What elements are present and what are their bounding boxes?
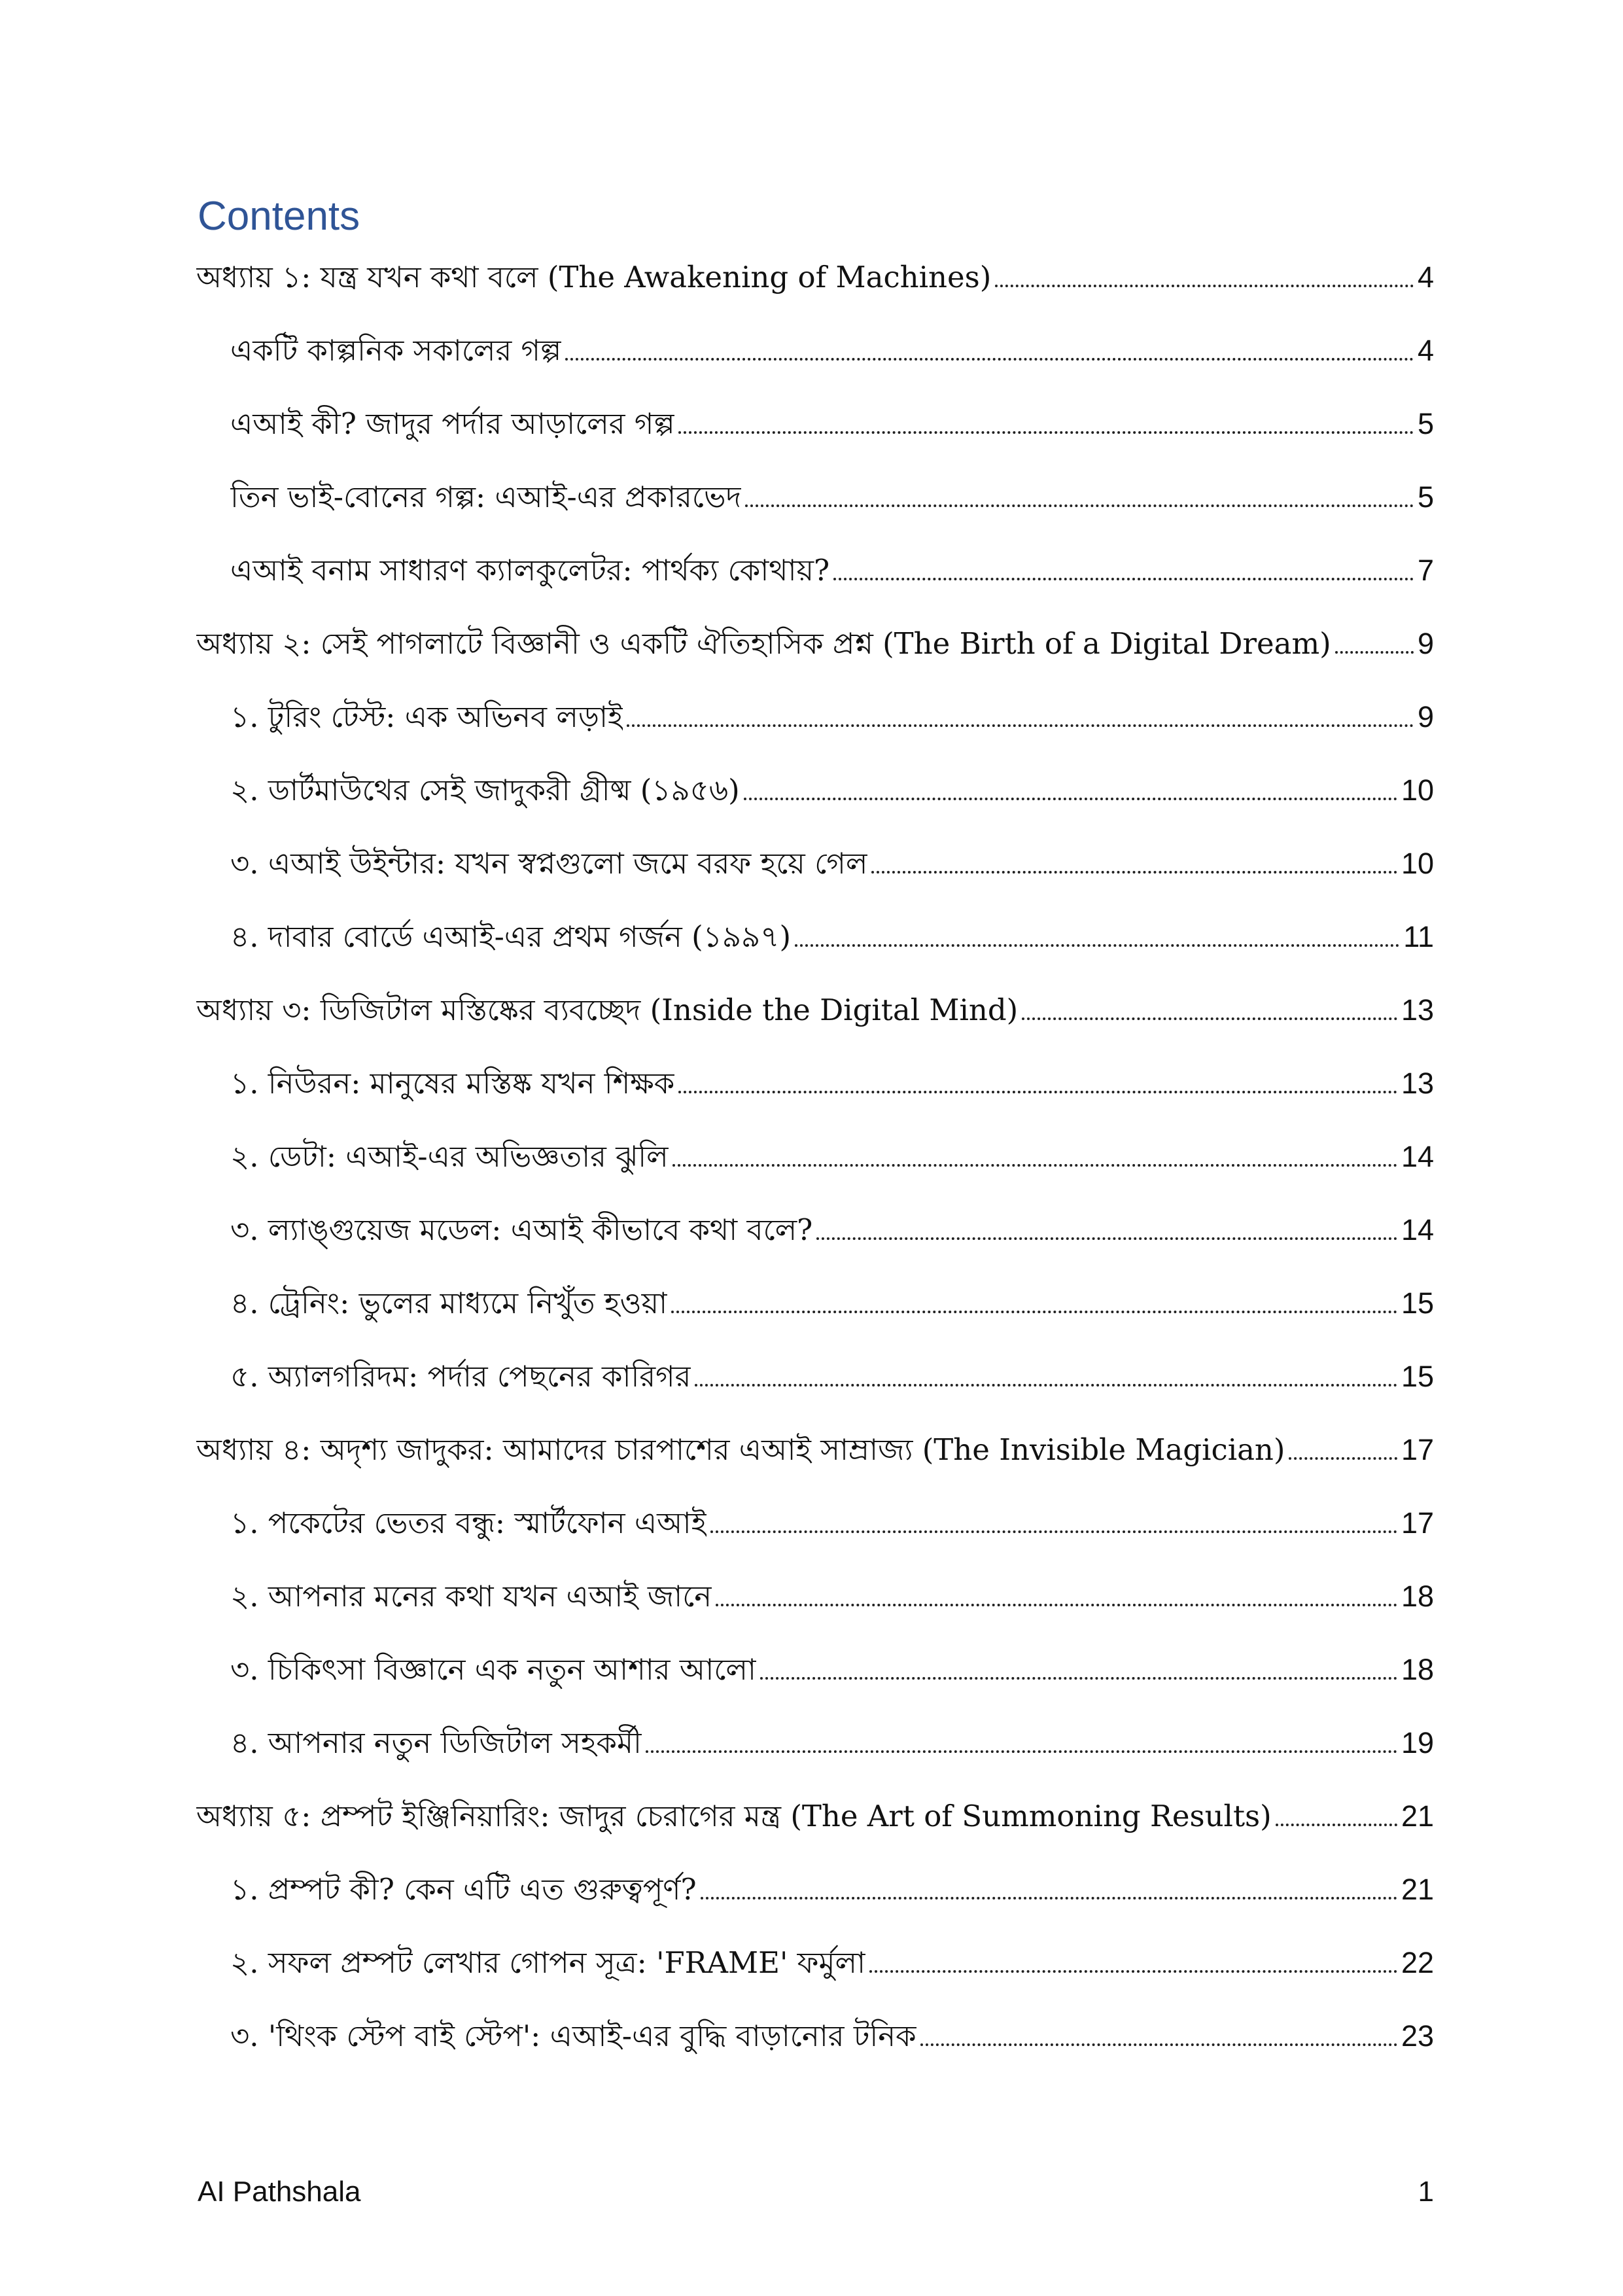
toc-entry-section[interactable] [230,771,1434,810]
toc-entry-text: অধ্যায় ৩: ডিজিটাল মস্তিষ্কের ব্যবচ্ছেদ (Inside the Digital Mind) [196,993,1019,1027]
dot-leader [1276,1824,1397,1826]
dot-leader [710,1530,1397,1533]
toc-entry-text: ৩. এআই উইন্টার: যখন স্বপ্নগুলো জমে বরফ হয়ে গেল [230,846,868,881]
dot-leader [565,358,1414,361]
dot-leader [816,1237,1397,1240]
toc-entry-chapter[interactable] [196,1797,1434,1836]
toc-entry-section[interactable] [230,1650,1434,1689]
toc-page-number: 22 [1401,1946,1434,1979]
dot-leader [1289,1457,1397,1460]
toc-entry-section[interactable] [230,1284,1434,1323]
toc-page-number: 15 [1401,1360,1434,1393]
toc-page-number: 13 [1401,993,1434,1027]
toc-entry-section[interactable] [230,1870,1434,1909]
toc-entry-chapter[interactable] [196,1430,1434,1470]
toc-entry-section[interactable] [230,698,1434,737]
toc-entry-section[interactable] [230,1357,1434,1396]
toc-entry-text: ১. টুরিং টেস্ট: এক অভিনব লড়াই [230,699,623,734]
toc-page-number: 14 [1401,1213,1434,1246]
dot-leader [716,1604,1397,1606]
toc-page-number: 5 [1417,407,1434,440]
toc-page-number: 14 [1401,1140,1434,1173]
toc-page-number: 10 [1401,847,1434,880]
toc-page-number: 18 [1401,1580,1434,1613]
toc-entry-text: ৪. ট্রেনিং: ভুলের মাধ্যমে নিখুঁত হওয়া [230,1286,668,1320]
dot-leader [627,724,1414,727]
dot-leader [678,1091,1397,1093]
dot-leader [760,1677,1397,1680]
toc-entry-text: ৩. চিকিৎসা বিজ্ঞানে এক নতুন আশার আলো [230,1652,756,1687]
toc-entry-text: ৪. দাবার বোর্ডে এআই-এর প্রথম গর্জন (১৯৯৭) [230,919,792,954]
dot-leader [646,1750,1397,1753]
toc-entry-section[interactable] [230,1504,1434,1543]
toc-entry-text: এআই বনাম সাধারণ ক্যালকুলেটর: পার্থক্য কোথায়? [230,553,830,588]
toc-page-number: 11 [1403,920,1434,953]
toc-entry-text: ২. আপনার মনের কথা যখন এআই জানে [230,1579,712,1614]
toc-page-number: 21 [1401,1799,1434,1833]
toc-entry-chapter[interactable] [196,258,1434,297]
dot-leader [672,1164,1397,1167]
toc-entry-section[interactable] [230,551,1434,590]
toc-entry-chapter[interactable] [196,991,1434,1030]
dot-leader [1022,1017,1397,1020]
toc-entry-section[interactable] [230,1943,1434,1983]
toc-page-number: 21 [1401,1873,1434,1906]
toc-entry-section[interactable] [230,331,1434,370]
toc-page-number: 18 [1401,1653,1434,1686]
toc-page-number: 9 [1417,627,1434,660]
toc-entry-section[interactable] [230,1723,1434,1763]
toc-entry-text: ৩. ল্যাঙ্গুয়েজ মডেল: এআই কীভাবে কথা বলে? [230,1212,813,1247]
dot-leader [671,1311,1397,1313]
toc-entry-text: অধ্যায় ৫: প্রম্পট ইঞ্জিনিয়ারিং: জাদুর চেরাগের মন্ত্র (The Art of Summoning Results) [196,1799,1272,1833]
dot-leader [1335,651,1414,654]
dot-leader [745,504,1414,507]
toc-page-number: 23 [1401,2019,1434,2053]
toc-entry-section[interactable] [230,917,1434,957]
dot-leader [920,2043,1397,2046]
toc-entry-text: ১. প্রম্পট কী? কেন এটি এত গুরুত্বপূর্ণ? [230,1872,697,1907]
toc-entry-text: এআই কী? জাদুর পর্দার আড়ালের গল্প [230,406,675,441]
toc-entry-text: অধ্যায় ২: সেই পাগলাটে বিজ্ঞানী ও একটি ঐতিহাসিক প্রশ্ন (The Birth of a Digital Dream) [196,626,1331,661]
toc-entry-section[interactable] [230,478,1434,517]
toc-entry-section[interactable] [230,404,1434,444]
dot-leader [869,1970,1397,1973]
toc-entry-chapter[interactable] [196,624,1434,663]
dot-leader [871,871,1397,874]
dot-leader [744,798,1397,800]
toc-entry-text: অধ্যায় ১: যন্ত্র যখন কথা বলে (The Awakening of Machines) [196,260,992,294]
toc-page-number: 5 [1417,480,1434,514]
dot-leader [795,944,1399,947]
toc-entry-section[interactable] [230,1137,1434,1176]
toc-entry-section[interactable] [230,1577,1434,1616]
toc-page-number: 13 [1401,1067,1434,1100]
toc-entry-text: ২. ডেটা: এআই-এর অভিজ্ঞতার ঝুলি [230,1139,669,1174]
toc-page-number: 4 [1417,334,1434,367]
toc-entry-text: ২. ডার্টমাউথের সেই জাদুকরী গ্রীষ্ম (১৯৫৬) [230,773,740,807]
toc-entry-text: ৫. অ্যালগরিদম: পর্দার পেছনের কারিগর [230,1359,691,1394]
dot-leader [695,1384,1397,1386]
toc-page-number: 4 [1417,260,1434,294]
toc-page-number: 19 [1401,1726,1434,1759]
toc-page-number: 9 [1417,700,1434,733]
dot-leader [678,431,1413,434]
toc-entry-text: ১. নিউরন: মানুষের মস্তিষ্ক যখন শিক্ষক [230,1066,675,1101]
toc-page-number: 15 [1401,1286,1434,1320]
toc-entry-section[interactable] [230,1064,1434,1103]
toc-entry-text: ৪. আপনার নতুন ডিজিটাল সহকর্মী [230,1725,642,1760]
dot-leader [701,1897,1397,1899]
toc-page-number: 7 [1417,554,1434,587]
toc-entry-text: একটি কাল্পনিক সকালের গল্প [230,333,562,368]
toc-entry-text: তিন ভাই-বোনের গল্প: এআই-এর প্রকারভেদ [230,480,742,514]
footer-book-title: AI Pathshala [198,2176,361,2208]
toc-page-number: 17 [1401,1433,1434,1466]
toc-entry-section[interactable] [230,844,1434,883]
contents-heading: Contents [198,194,360,239]
dot-leader [833,578,1414,580]
toc-page-number: 17 [1401,1506,1434,1540]
toc-entry-text: ৩. 'থিংক স্টেপ বাই স্টেপ': এআই-এর বুদ্ধি বাড়ানোর টনিক [230,2019,916,2053]
toc-entry-text: অধ্যায় ৪: অদৃশ্য জাদুকর: আমাদের চারপাশের এআই সাম্রাজ্য (The Invisible Magician) [196,1432,1285,1467]
footer-page-number: 1 [1418,2176,1434,2208]
toc-entry-section[interactable] [230,2017,1434,2056]
toc-page-number: 10 [1401,773,1434,807]
dot-leader [995,285,1414,287]
toc-entry-section[interactable] [230,1210,1434,1250]
toc-entry-text: ২. সফল প্রম্পট লেখার গোপন সূত্র: 'FRAME' ফর্মুলা [230,1945,866,1980]
toc-entry-text: ১. পকেটের ভেতর বন্ধু: স্মার্টফোন এআই [230,1506,707,1540]
